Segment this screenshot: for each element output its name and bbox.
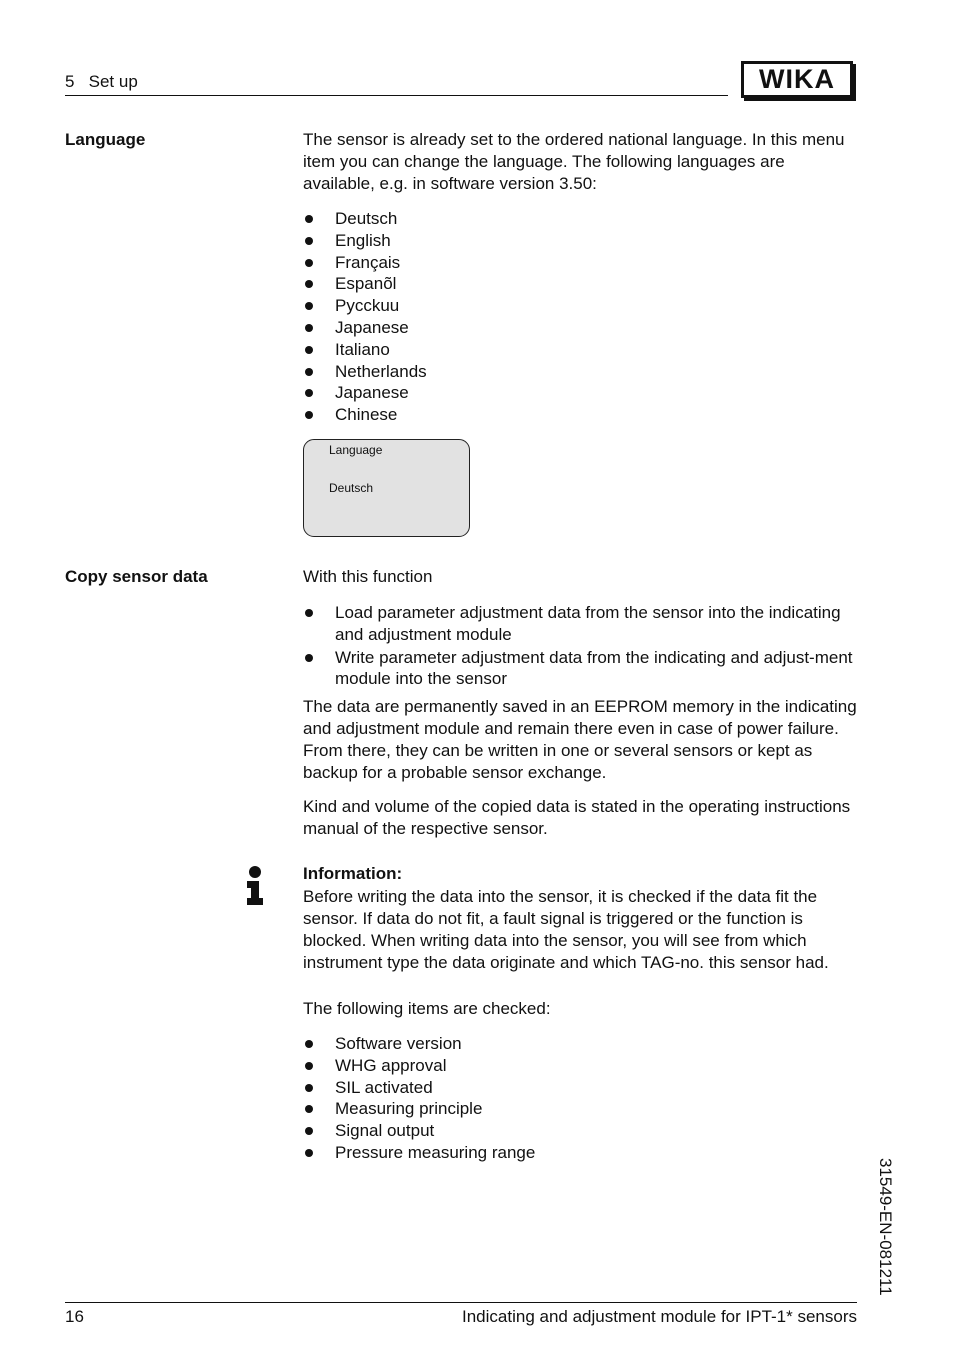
checked-list xyxy=(303,1033,859,1164)
list-item: Measuring principle xyxy=(303,1098,859,1120)
list-item: Pycckuu xyxy=(303,295,859,317)
display-value: Deutsch xyxy=(329,481,374,495)
info-icon xyxy=(244,866,266,906)
list-item: Pressure measuring range xyxy=(303,1142,859,1164)
footer-title: Indicating and adjustment module for IPT-1* sensors xyxy=(462,1307,857,1326)
section-header: 5 Set up xyxy=(65,72,138,91)
copy-sensor-list xyxy=(303,602,859,690)
list-item: Deutsch xyxy=(303,208,859,230)
information-title: Information: xyxy=(303,864,403,883)
display-title: Language xyxy=(329,443,383,457)
language-intro: The sensor is already set to the ordered national language. In this menu item you can change the language. The following languages are available, e.g. in software version 3.50: xyxy=(303,130,845,193)
list-item: Japanese xyxy=(303,382,859,404)
list-item: Load parameter adjustment data from the sensor into the indicating and adjustment module xyxy=(303,602,859,646)
list-item: Japanese xyxy=(303,317,859,339)
page-number: 16 xyxy=(65,1307,84,1326)
display-screen xyxy=(303,439,470,537)
list-item: Software version xyxy=(303,1033,859,1055)
language-heading: Language xyxy=(65,130,146,149)
list-item: Français xyxy=(303,252,859,274)
copy-sensor-paragraph-1: The data are permanently saved in an EEPROM memory in the indicating and adjustment module and remain there even in case of power failure. From there, they can be written in one or several sensors or kept as backup for a probable sensor exchange. xyxy=(303,697,857,782)
header-rule xyxy=(65,95,728,96)
list-item: Italiano xyxy=(303,339,859,361)
list-item: Netherlands xyxy=(303,361,859,383)
information-text: Before writing the data into the sensor, it is checked if the data fit the sensor. If data do not fit, a fault signal is triggered or the function is blocked. When writing data into the sensor, you will see from which instrument type the data originate and which TAG-no. this sensor had. xyxy=(303,887,829,972)
wika-logo: WIKA xyxy=(741,61,853,98)
copy-sensor-paragraph-2: Kind and volume of the copied data is stated in the operating instructions manual of the respective sensor. xyxy=(303,797,851,838)
list-item: Signal output xyxy=(303,1120,859,1142)
list-item: Chinese xyxy=(303,404,859,426)
document-id: 31549-EN-081211 xyxy=(876,1158,895,1296)
copy-sensor-heading: Copy sensor data xyxy=(65,567,208,586)
list-item: SIL activated xyxy=(303,1077,859,1099)
list-item: Write parameter adjustment data from the indicating and adjust-ment module into the sensor xyxy=(303,647,859,691)
checked-intro: The following items are checked: xyxy=(303,999,551,1018)
language-list xyxy=(303,208,859,426)
footer-rule xyxy=(65,1302,857,1303)
copy-sensor-intro: With this function xyxy=(303,567,433,586)
list-item: WHG approval xyxy=(303,1055,859,1077)
list-item: Espanõl xyxy=(303,273,859,295)
list-item: English xyxy=(303,230,859,252)
